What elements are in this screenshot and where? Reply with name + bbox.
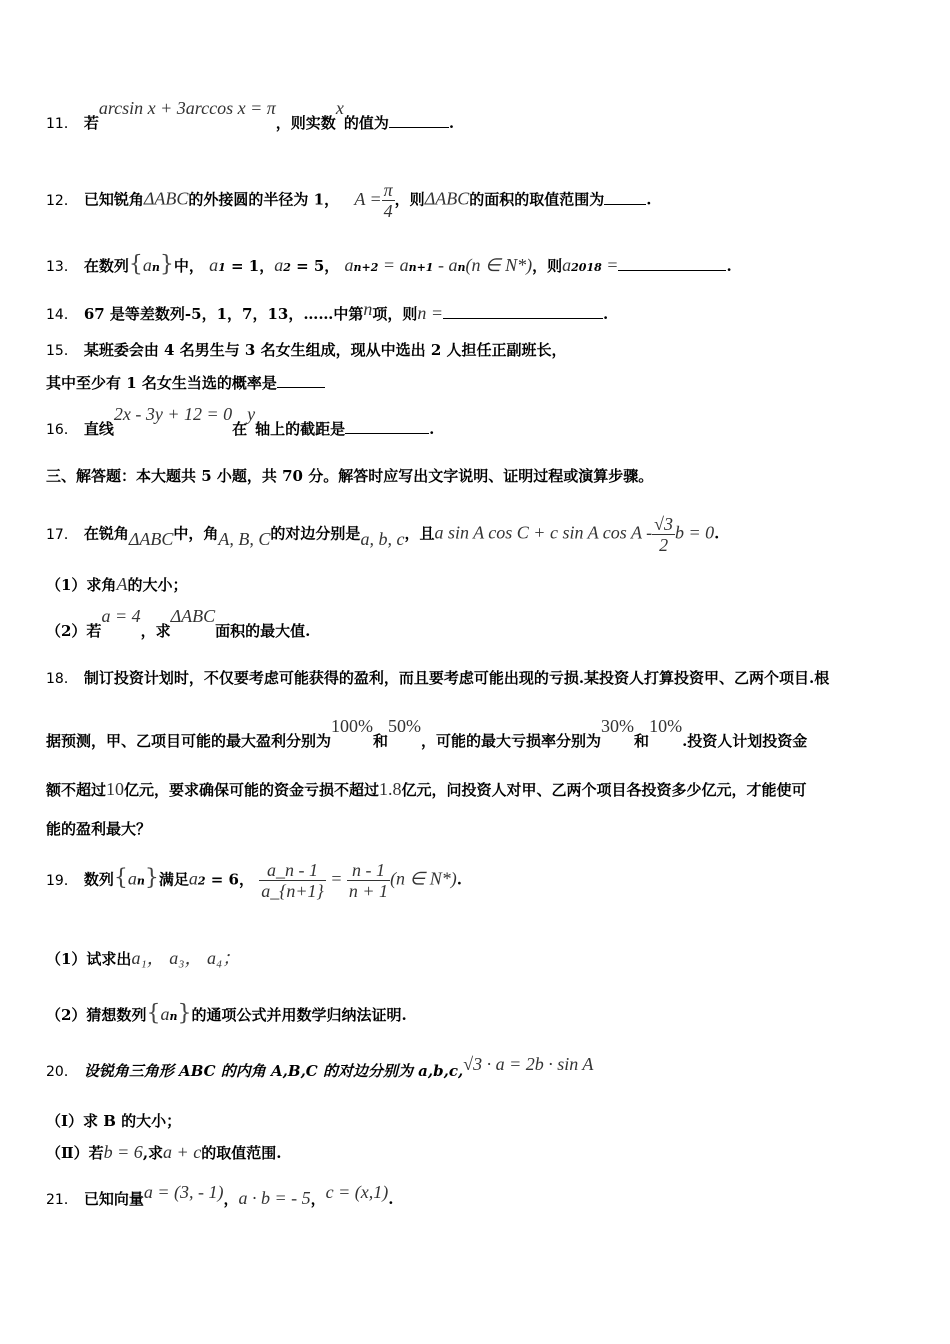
answer-blank[interactable] [345,419,429,434]
question-number: 14． [46,307,78,323]
question-12: 12． 已知锐角ΔABC的外接圆的半径为 1， A = $\frac{\pi}{4}$ ，则ΔABC的面积的取值范围为 . [46,180,652,221]
question-number: 18． [46,671,78,687]
question-20-part-2: （Ⅱ）若b = 6,求a + c的取值范围. [46,1142,282,1162]
question-number: 11． [46,116,78,132]
question-number: 19． [46,872,78,889]
question-18-line-3: 额不超过10亿元，要求确保可能的资金亏损不超过1.8亿元，问投资人对甲、乙两个项目各投资多少亿元，才能使可 [46,779,807,799]
question-18-line-2: 据预测，甲、乙项目可能的最大盈利分别为100%和50%，可能的最大亏损率分别为30%和10%.投资人计划投资金 [46,716,808,750]
question-18-line-4: 能的盈利最大？ [46,820,152,838]
question-19-part-2: （2）猜想数列{an}的通项公式并用数学归纳法证明. [46,1001,407,1026]
answer-blank[interactable] [618,256,726,271]
question-17: 17． 在锐角ΔABC中，角A, B, C的对边分别是a, b, c，且a sin A cos C + c sin A cos A - $\frac{√3}{2}$ b = 0. [46,514,720,555]
question-number: 20． [46,1064,78,1080]
fraction: $\frac{a\_n - 1}{a\_\{n+1\}}$ [261,860,324,901]
question-16: 16． 直线2x - 3y + 12 = 0在y轴上的截距是 . [46,404,435,438]
math-expression: arcsin x + 3arccos x = π [98,98,276,118]
fraction: $\frac{√3}{2}$ [654,514,674,555]
question-14: 14． 67 是等差数列-5，1，7，13，……中第n项，则n = . [46,299,609,323]
question-number: 21． [46,1192,78,1208]
question-number: 12． [46,192,78,209]
fraction: $\frac{\pi}{4}$ [383,180,393,221]
answer-blank[interactable] [443,304,603,319]
question-13: 13． 在数列{an}中， a1 = 1，a2 = 5， an+2 = an+1 - an(n ∈ N*)，则a2018 = . [46,252,732,277]
question-17-part-2: （2）若a = 4，求ΔABC面积的最大值. [46,606,311,640]
section-heading: 三、解答题：本大题共 5 小题，共 70 分。解答时应写出文字说明、证明过程或演算步骤。 [46,467,654,485]
fraction: $\frac{n - 1}{n + 1}$ [348,860,389,901]
question-11: 11． 若arcsin x + 3arccos x = π，则实数x的值为 . [46,98,455,132]
question-21: 21． 已知向量a = (3, - 1)，a · b = - 5，c = (x,1). [46,1182,394,1208]
question-18: 18． 制订投资计划时，不仅要考虑可能获得的盈利，而且要考虑可能出现的亏损.某投资人打算投资甲、乙两个项目.根 [46,669,830,687]
question-19: 19． 数列{an}满足a2 = 6， $\frac{a\_n - 1}{a\_\{n+1\}}$ = $\frac{n - 1}{n + 1}$ (n ∈ N*). [46,860,462,901]
question-number: 13． [46,259,78,275]
question-15: 15． 某班委会由 4 名男生与 3 名女生组成，现从中选出 2 人担任正副班长， [46,341,567,359]
question-19-part-1: （1）试求出a₁， a₃， a₄； [46,948,241,968]
answer-blank[interactable] [277,373,325,388]
question-number: 16． [46,422,78,438]
answer-blank[interactable] [604,190,646,205]
answer-blank[interactable] [389,113,449,128]
question-17-part-1: （1）求角A的大小； [46,574,188,594]
question-20: 20． 设锐角三角形 ABC 的内角 A,B,C 的对边分别为 a,b,c,√3 · a = 2b · sin A [46,1054,594,1080]
question-20-part-1: （Ⅰ）求 B 的大小； [46,1112,182,1130]
math-variable: x [335,98,344,118]
question-number: 17． [46,526,78,543]
question-15-line-2: 其中至少有 1 名女生当选的概率是 [46,372,325,393]
question-number: 15． [46,343,78,359]
